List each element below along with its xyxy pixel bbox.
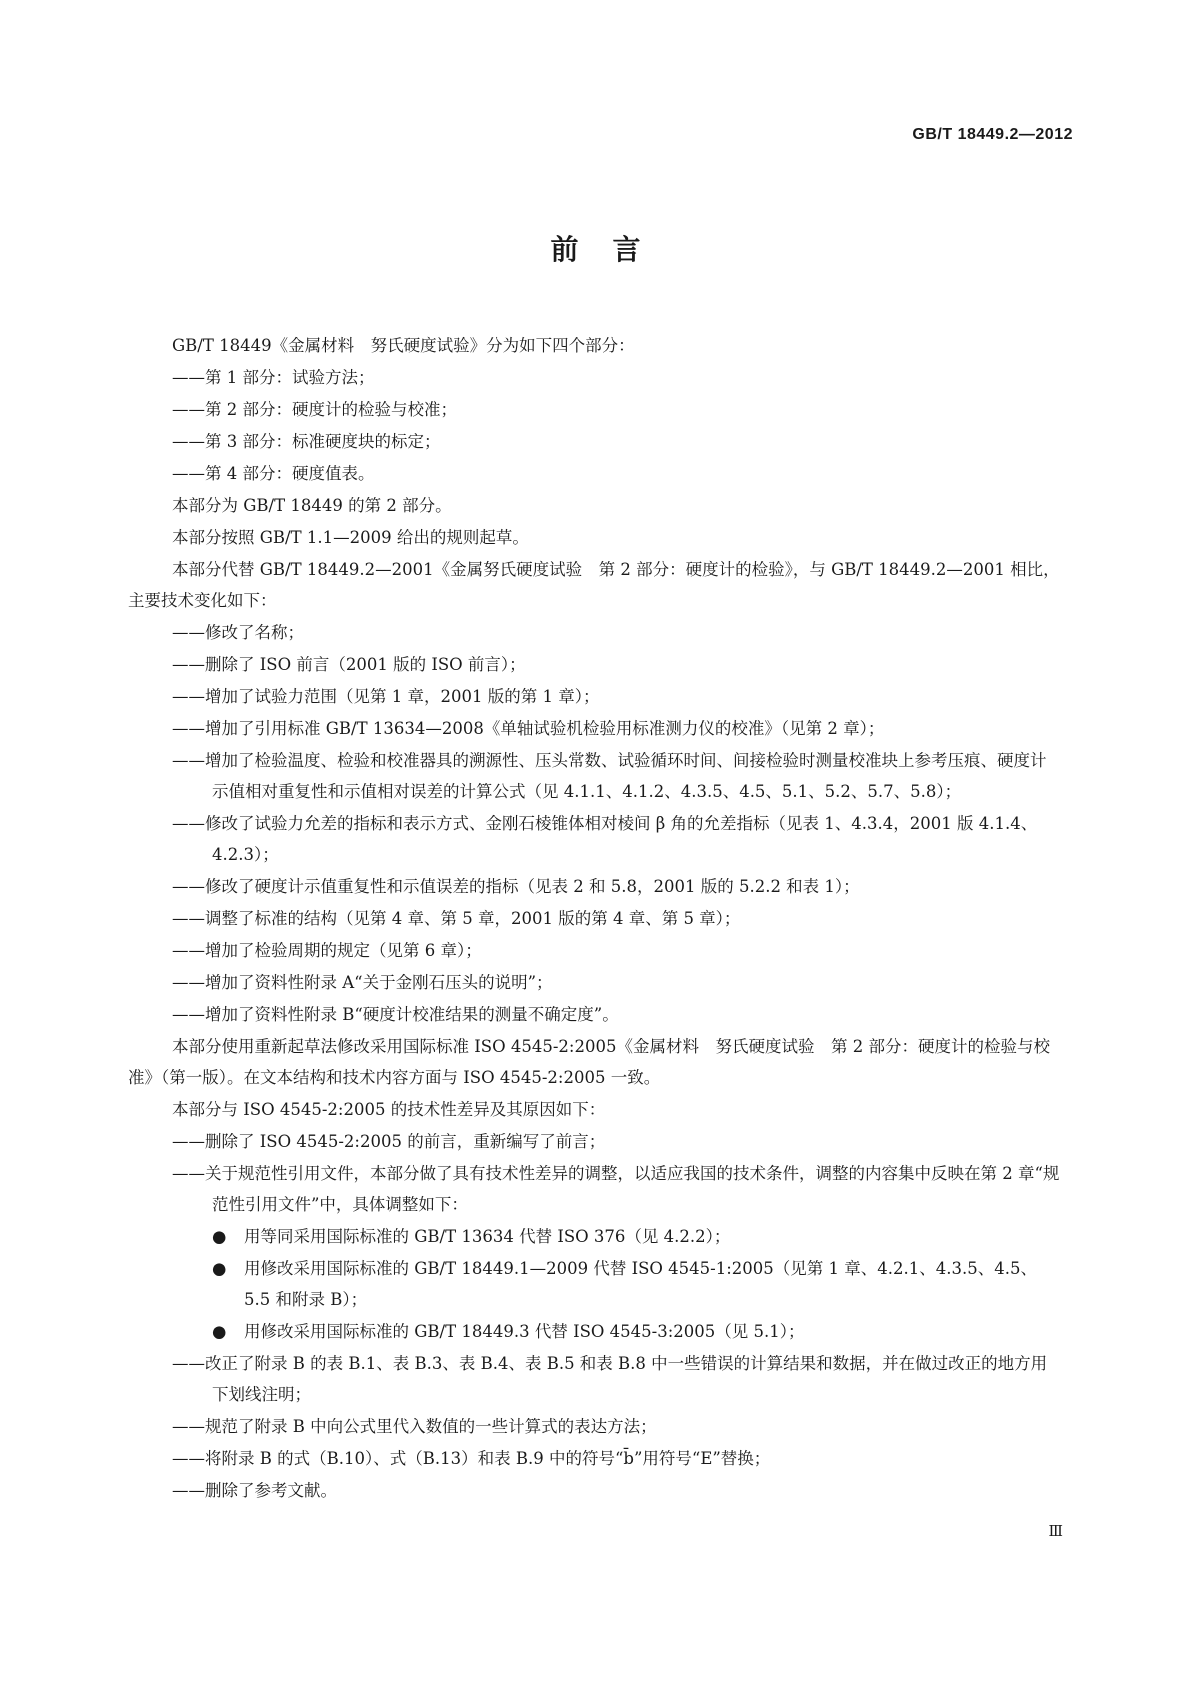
bullet-item xyxy=(172,1316,1062,1347)
dash-item: ——修改了名称； xyxy=(172,623,304,642)
dash-item: ——第 3 部分：标准硬度块的标定； xyxy=(172,432,441,451)
document-body xyxy=(128,330,1062,1507)
dash-item: ——改正了附录 B 的表 B.1、表 B.3、表 B.4、表 B.5 和表 B.8 中一些错误的计算结果和数据，并在做过改正的地方用下划线注明； xyxy=(172,1354,1048,1404)
paragraph: 本部分与 ISO 4545-2:2005 的技术性差异及其原因如下： xyxy=(172,1100,606,1119)
dash-item: ——增加了检验周期的规定（见第 6 章）； xyxy=(172,941,482,960)
bullet-icon: ● xyxy=(212,1227,227,1246)
dash-item: ——将附录 B 的式（B.10）、式（B.13）和表 B.9 中的符号“b̄”用符号“E”替换； xyxy=(172,1449,771,1468)
bullet-item xyxy=(172,1221,1062,1252)
bullet-icon: ● xyxy=(212,1322,227,1341)
dash-item: ——增加了试验力范围（见第 1 章，2001 版的第 1 章）； xyxy=(172,687,600,706)
bullet-text: 用等同采用国际标准的 GB/T 13634 代替 ISO 376（见 4.2.2）； xyxy=(244,1227,731,1246)
paragraph: GB/T 18449《金属材料 努氏硬度试验》分为如下四个部分： xyxy=(172,336,635,355)
dash-item: ——增加了资料性附录 A“关于金刚石压头的说明”； xyxy=(172,973,553,992)
dash-item: ——第 2 部分：硬度计的检验与校准； xyxy=(172,400,457,419)
page-number: Ⅲ xyxy=(1048,1522,1063,1540)
dash-item: ——修改了试验力允差的指标和表示方式、金刚石棱锥体相对棱间 β 角的允差指标（见表 1、4.3.4，2001 版 4.1.4、4.2.3）； xyxy=(172,814,1038,864)
bullet-text: 用修改采用国际标准的 GB/T 18449.1—2009 代替 ISO 4545-1:2005（见第 1 章、4.2.1、4.3.5、4.5、5.5 和附录 B）； xyxy=(244,1259,1037,1309)
dash-item: ——删除了参考文献。 xyxy=(172,1481,337,1500)
dash-item: ——修改了硬度计示值重复性和示值误差的指标（见表 2 和 5.8，2001 版的 5.2.2 和表 1）； xyxy=(172,877,860,896)
dash-item: ——删除了 ISO 前言（2001 版的 ISO 前言）； xyxy=(172,655,526,674)
page-title: 前言 xyxy=(550,233,675,266)
dash-item: ——增加了检验温度、检验和校准器具的溯源性、压头常数、试验循环时间、间接检验时测量校准块上参考压痕、硬度计示值相对重复性和示值相对误差的计算公式（见 4.1.1、4.1.2、4.3.5、4.5、5.1、5.2、5.7、5.8）； xyxy=(172,751,1047,801)
dash-item: ——第 1 部分：试验方法； xyxy=(172,368,375,387)
dash-item: ——关于规范性引用文件，本部分做了具有技术性差异的调整，以适应我国的技术条件，调整的内容集中反映在第 2 章“规范性引用文件”中，具体调整如下： xyxy=(172,1164,1060,1214)
bullet-item xyxy=(172,1253,1062,1315)
dash-item: ——调整了标准的结构（见第 4 章、第 5 章，2001 版的第 4 章、第 5 章）； xyxy=(172,909,741,928)
paragraph: 本部分代替 GB/T 18449.2—2001《金属努氏硬度试验 第 2 部分：硬度计的检验》，与 GB/T 18449.2—2001 相比，主要技术变化如下： xyxy=(128,560,1060,610)
bullet-text: 用修改采用国际标准的 GB/T 18449.3 代替 ISO 4545-3:2005（见 5.1）； xyxy=(244,1322,805,1341)
bullet-icon: ● xyxy=(212,1259,227,1278)
paragraph: 本部分按照 GB/T 1.1—2009 给出的规则起草。 xyxy=(172,528,529,547)
paragraph: 本部分为 GB/T 18449 的第 2 部分。 xyxy=(172,496,452,515)
dash-item: ——规范了附录 B 中向公式里代入数值的一些计算式的表达方法； xyxy=(172,1417,657,1436)
standard-number: GB/T 18449.2—2012 xyxy=(912,126,1073,143)
paragraph: 本部分使用重新起草法修改采用国际标准 ISO 4545-2:2005《金属材料 努氏硬度试验 第 2 部分：硬度计的检验与校准》（第一版）。在文本结构和技术内容方面与 ISO 4545-2:2005 一致。 xyxy=(128,1037,1050,1087)
dash-item: ——删除了 ISO 4545-2:2005 的前言，重新编写了前言； xyxy=(172,1132,606,1151)
dash-item: ——增加了资料性附录 B“硬度计校准结果的测量不确定度”。 xyxy=(172,1005,619,1024)
dash-item: ——增加了引用标准 GB/T 13634—2008《单轴试验机检验用标准测力仪的校准》（见第 2 章）； xyxy=(172,719,885,738)
dash-item: ——第 4 部分：硬度值表。 xyxy=(172,464,375,483)
